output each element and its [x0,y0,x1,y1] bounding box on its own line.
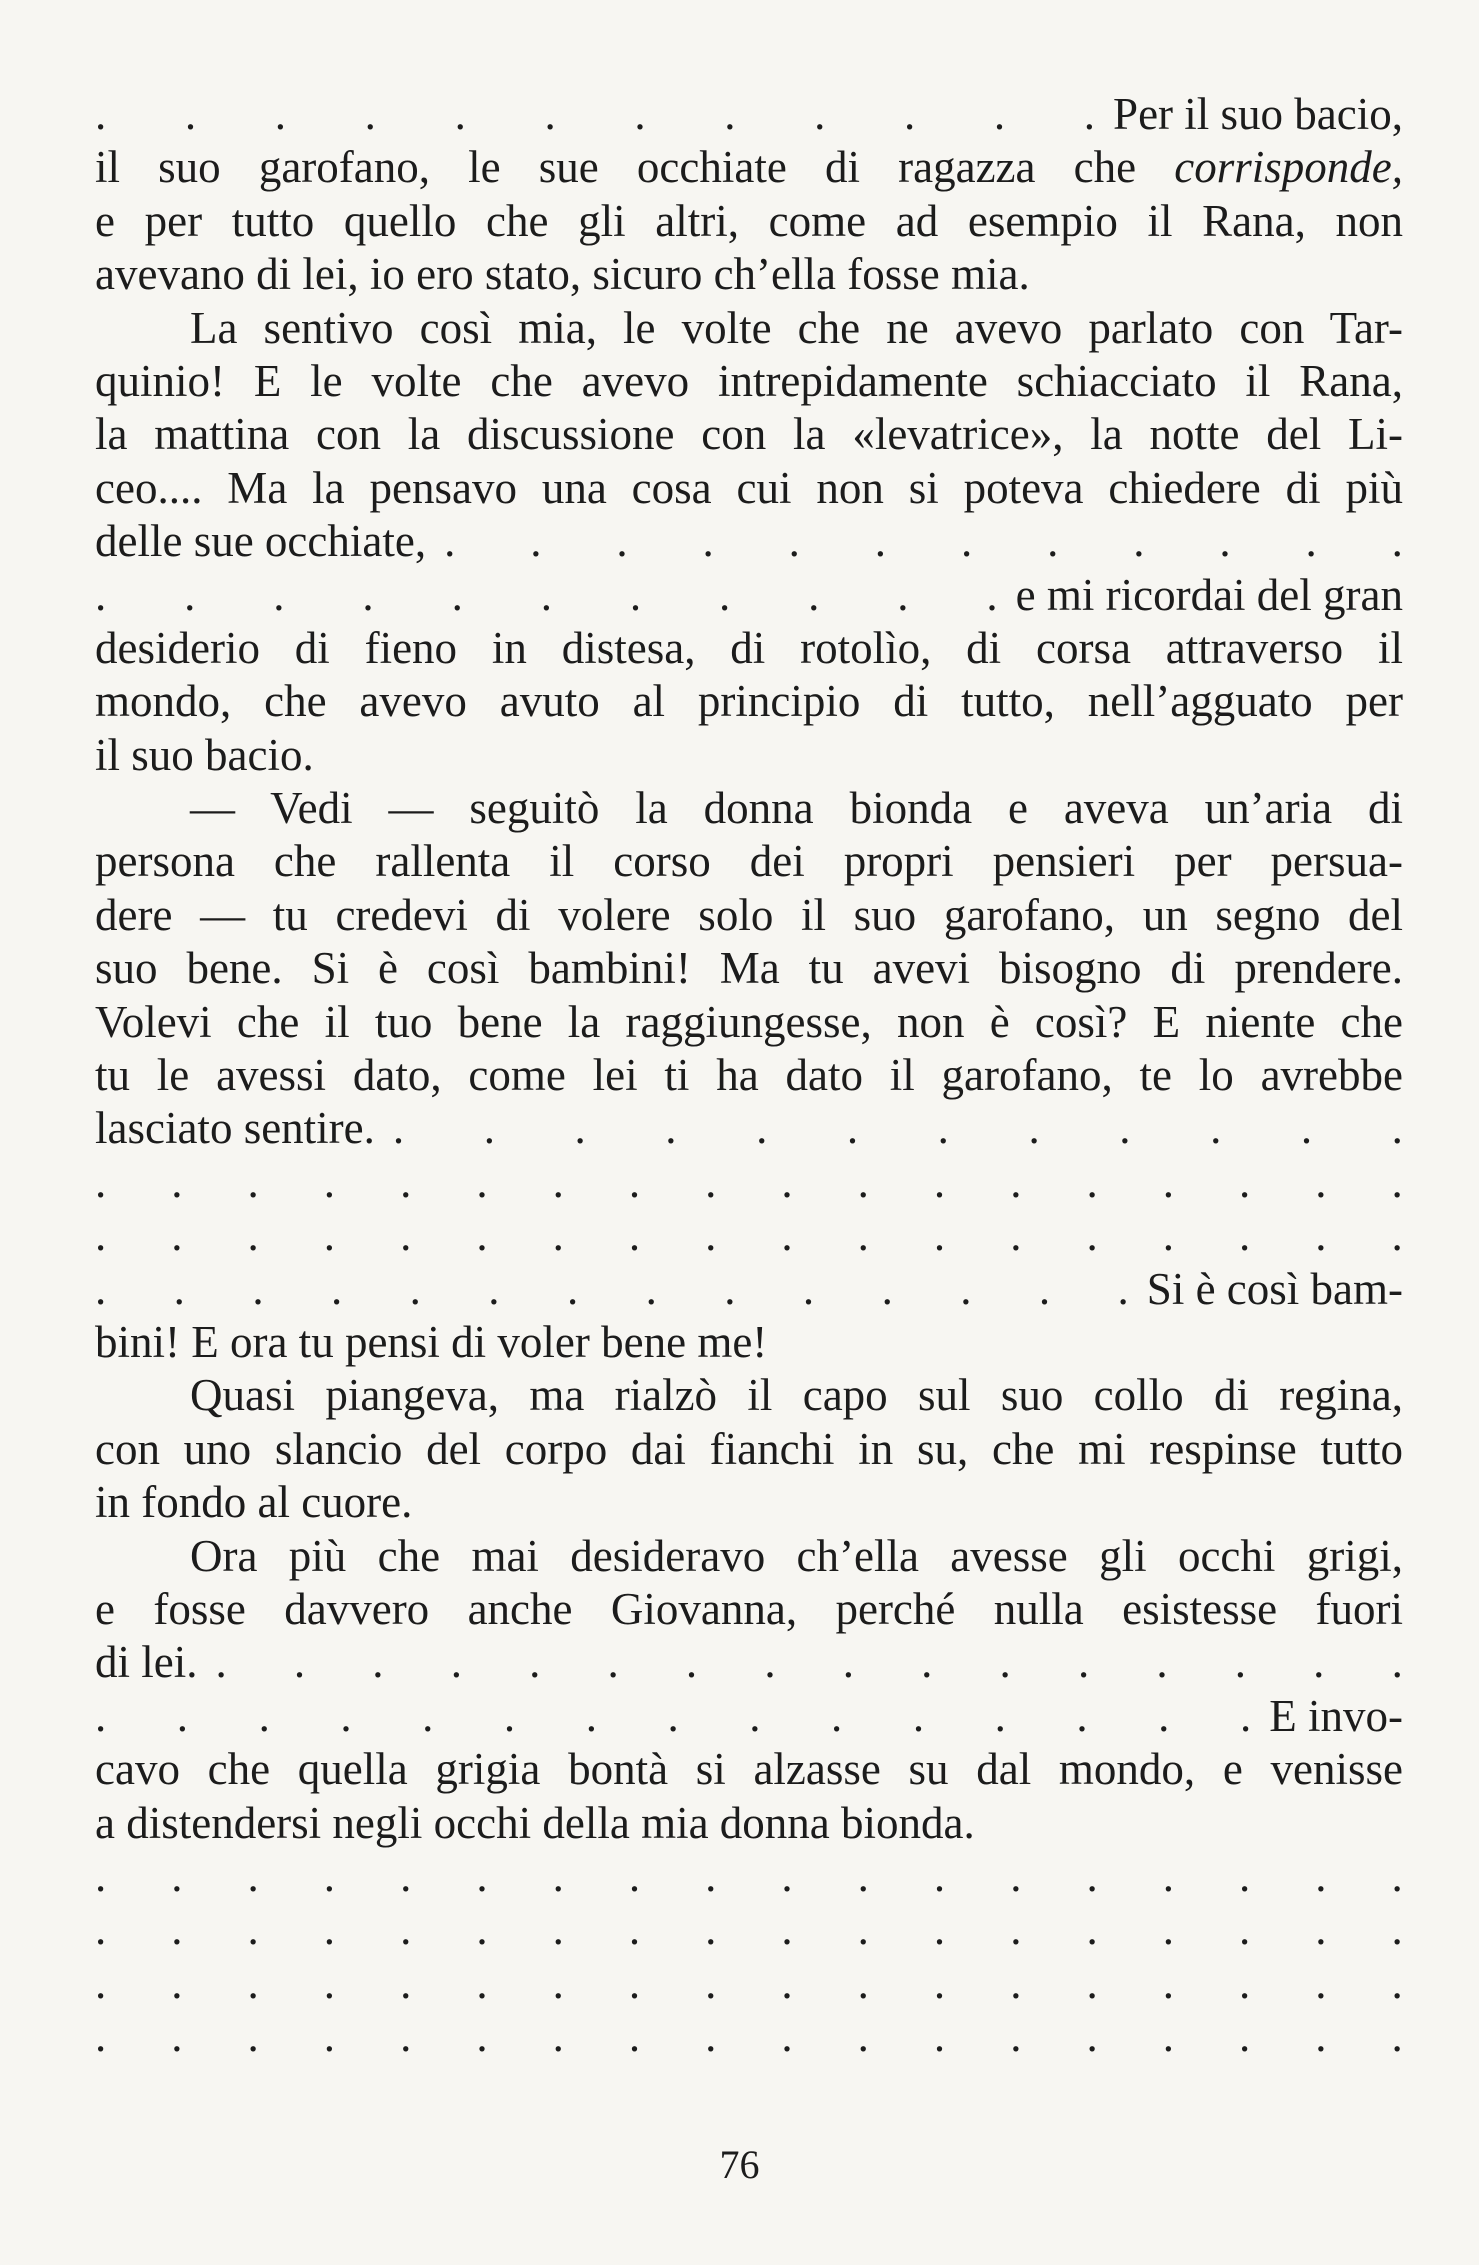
ellipsis-dot: . [1391,1637,1403,1688]
text-line [95,515,1403,568]
dot-leader [95,2010,1403,2063]
ellipsis-dot: . [1076,1690,1088,1741]
ellipsis-dot: . [364,89,376,139]
ellipsis-dot: . [171,1210,183,1261]
dot-line [95,1957,1403,2010]
ellipsis-dot: . [274,89,287,139]
ellipsis-dot: . [874,516,887,567]
dot-line [95,1850,1403,1903]
ellipsis-dot: . [552,1156,564,1207]
ellipsis-dot: . [450,1637,462,1688]
ellipsis-dot: . [503,1690,516,1741]
text-line: Quasi piangeva, ma rialzò il capo sul suo collo di regina, [190,1370,1403,1421]
ellipsis-dot: . [616,516,628,567]
dot-leader [95,1850,1403,1903]
ellipsis-dot: . [781,1957,793,2008]
ellipsis-dot: . [1162,1850,1174,1901]
ellipsis-dot: . [937,1103,949,1154]
ellipsis-dot: . [258,1690,270,1741]
ellipsis-dot: . [400,1210,412,1261]
dot-leader [95,1209,1403,1262]
ellipsis-dot: . [1086,2011,1098,2062]
ellipsis-dot: . [705,1210,717,1261]
ellipsis-dot: . [171,1850,183,1901]
ellipsis-dot: . [912,1690,925,1741]
ellipsis-dot: . [444,516,456,567]
text-line: in fondo al cuore. [95,1477,413,1528]
ellipsis-dot: . [921,1637,933,1688]
ellipsis-dot: . [814,89,826,139]
ellipsis-dot: . [1086,1957,1098,2008]
ellipsis-dot: . [247,2011,259,2062]
text-line: desiderio di fieno in distesa, di rotolìo, di corsa attraverso il [95,622,1403,673]
ellipsis-dot: . [857,1210,869,1261]
ellipsis-dot: . [1313,1637,1325,1688]
ellipsis-dot: . [173,1263,185,1314]
dot-leader [393,1102,1403,1155]
text-line [95,1263,1403,1316]
ellipsis-dot: . [574,1103,586,1154]
text-line: quinio! E le volte che avevo intrepidamente schiacciato il Rana, [95,355,1403,406]
ellipsis-dot: . [933,1850,946,1901]
ellipsis-dot: . [323,2011,336,2062]
ellipsis-dot: . [1238,1904,1251,1955]
line-text: delle sue occhiate, [95,516,427,567]
ellipsis-dot: . [629,569,642,620]
ellipsis-dot: . [808,569,820,620]
line-text: di lei. [95,1637,198,1688]
ellipsis-dot: . [1086,1210,1098,1261]
ellipsis-dot: . [628,2011,641,2062]
ellipsis-dot: . [422,1690,434,1741]
ellipsis-dot: . [95,1904,107,1955]
ellipsis-dot: . [552,1850,564,1901]
ellipsis-dot: . [400,1156,412,1207]
ellipsis-dot: . [986,569,998,620]
ellipsis-dot: . [628,1850,641,1901]
ellipsis-dot: . [881,1263,893,1314]
text-line: mondo, che avevo avuto al principio di tutto, nell’agguato per [95,676,1403,727]
ellipsis-dot: . [1162,2011,1174,2062]
ellipsis-dot: . [960,1263,972,1314]
text-line: la mattina con la discussione con la «levatrice», la notte del Li- [95,409,1403,460]
ellipsis-dot: . [1162,1156,1174,1207]
ellipsis-dot: . [665,1103,677,1154]
ellipsis-dot: . [1083,89,1096,139]
ellipsis-dot: . [933,1904,946,1955]
ellipsis-dot: . [857,2011,869,2062]
ellipsis-dot: . [705,2011,717,2062]
ellipsis-dot: . [933,1156,946,1207]
ellipsis-dot: . [857,1904,869,1955]
ellipsis-dot: . [628,1210,641,1261]
ellipsis-dot: . [993,89,1006,139]
ellipsis-dot: . [846,1103,859,1154]
text-line: Volevi che il tuo bene la raggiungesse, non è così? E niente che [95,996,1403,1047]
ellipsis-dot: . [1238,1957,1251,2008]
ellipsis-dot: . [552,1957,564,2008]
ellipsis-dot: . [323,1904,336,1955]
ellipsis-dot: . [1305,516,1317,567]
ellipsis-dot: . [634,89,646,139]
text-line: il suo bacio. [95,729,314,780]
ellipsis-dot: . [781,1210,793,1261]
ellipsis-dot: . [1162,1904,1174,1955]
ellipsis-dot: . [781,1156,793,1207]
ellipsis-dot: . [95,1690,107,1741]
ellipsis-dot: . [1391,1957,1403,2008]
ellipsis-dot: . [1391,516,1403,567]
text-line: avevano di lei, io ero stato, sicuro ch’ella fosse mia. [95,249,1030,300]
text-line [95,1690,1403,1743]
ellipsis-dot: . [171,1957,183,2008]
ellipsis-dot: . [340,1690,352,1741]
line-text: lasciato sentire. [95,1103,375,1154]
text-line: persona che rallenta il corso dei propri pensieri per persua- [95,836,1403,887]
dot-leader [95,1690,1251,1743]
ellipsis-dot: . [95,569,107,620]
text-line [95,141,1403,194]
ellipsis-dot: . [1010,1957,1022,2008]
line-text: Si è così bam- [1146,1263,1403,1314]
line-text: Per il suo bacio, [1113,89,1403,139]
ellipsis-dot: . [705,1156,717,1207]
ellipsis-dot: . [252,1263,264,1314]
ellipsis-dot: . [1391,2011,1403,2062]
ellipsis-dot: . [552,2011,564,2062]
ellipsis-dot: . [95,89,107,139]
ellipsis-dot: . [1158,1690,1170,1741]
ellipsis-dot: . [1156,1637,1168,1688]
ellipsis-dot: . [1047,516,1059,567]
ellipsis-dot: . [215,1637,227,1688]
ellipsis-dot: . [1162,1957,1174,2008]
ellipsis-dot: . [781,1904,793,1955]
ellipsis-dot: . [400,2011,412,2062]
ellipsis-dot: . [1391,1103,1403,1154]
ellipsis-dot: . [1391,1156,1403,1207]
dot-line [95,2010,1403,2063]
ellipsis-dot: . [454,89,466,139]
ellipsis-dot: . [476,1957,488,2008]
ellipsis-dot: . [904,89,916,139]
text-line [95,1636,1403,1689]
italic-word: corrisponde, [1174,142,1403,193]
ellipsis-dot: . [1010,2011,1022,2062]
ellipsis-dot: . [330,1263,343,1314]
ellipsis-dot: . [476,1156,488,1207]
ellipsis-dot: . [842,1637,854,1688]
ellipsis-dot: . [451,569,463,620]
ellipsis-dot: . [1239,1690,1252,1741]
ellipsis-dot: . [184,89,197,139]
text-line: La sentivo così mia, le volte che ne avevo parlato con Tar- [190,302,1403,353]
ellipsis-dot: . [184,569,196,620]
ellipsis-dot: . [476,1904,488,1955]
ellipsis-dot: . [1010,1156,1022,1207]
ellipsis-dot: . [705,1904,717,1955]
ellipsis-dot: . [171,2011,183,2062]
dot-leader [444,515,1403,568]
ellipsis-dot: . [1315,1904,1327,1955]
ellipsis-dot: . [323,1156,336,1207]
ellipsis-dot: . [933,2011,946,2062]
ellipsis-dot: . [724,89,736,139]
ellipsis-dot: . [540,569,552,620]
ellipsis-dot: . [607,1637,619,1688]
ellipsis-dot: . [705,1850,717,1901]
ellipsis-dot: . [1119,1103,1131,1154]
ellipsis-dot: . [1028,1103,1040,1154]
ellipsis-dot: . [552,1904,564,1955]
ellipsis-dot: . [857,1156,869,1207]
ellipsis-dot: . [1010,1210,1022,1261]
text-line: cavo che quella grigia bontà si alzasse su dal mondo, e venisse [95,1744,1403,1795]
ellipsis-dot: . [1238,1156,1251,1207]
ellipsis-dot: . [718,569,731,620]
ellipsis-dot: . [933,1957,946,2008]
ellipsis-dot: . [628,1904,641,1955]
ellipsis-dot: . [628,1156,641,1207]
ellipsis-dot: . [293,1637,306,1688]
text-line [95,569,1403,622]
text-line: ceo.... Ma la pensavo una cosa cui non si poteva chiedere di più [95,462,1403,513]
ellipsis-dot: . [247,1156,259,1207]
ellipsis-dot: . [1086,1156,1098,1207]
ellipsis-dot: . [476,2011,488,2062]
ellipsis-dot: . [1315,1156,1327,1207]
line-text: E invo- [1269,1690,1403,1741]
ellipsis-dot: . [323,1210,336,1261]
line-text: il suo garofano, le sue occhiate di ragazza che [95,142,1175,193]
ellipsis-dot: . [483,1103,495,1154]
text-line [95,1102,1403,1155]
ellipsis-dot: . [764,1637,776,1688]
dot-leader [95,88,1095,141]
ellipsis-dot: . [323,1957,336,2008]
ellipsis-dot: . [724,1263,736,1314]
text-line: dere — tu credevi di volere solo il suo garofano, un segno del [95,889,1403,940]
ellipsis-dot: . [897,569,909,620]
ellipsis-dot: . [95,2011,107,2062]
ellipsis-dot: . [247,1850,259,1901]
ellipsis-dot: . [95,1210,107,1261]
ellipsis-dot: . [544,89,556,139]
ellipsis-dot: . [1315,1210,1327,1261]
ellipsis-dot: . [994,1690,1006,1741]
ellipsis-dot: . [530,516,542,567]
ellipsis-dot: . [400,1957,412,2008]
ellipsis-dot: . [831,1690,843,1741]
ellipsis-dot: . [1210,1103,1222,1154]
ellipsis-dot: . [1391,1850,1403,1901]
ellipsis-dot: . [476,1850,488,1901]
dot-leader [215,1636,1403,1689]
ellipsis-dot: . [95,1850,107,1901]
ellipsis-dot: . [960,516,973,567]
ellipsis-dot: . [933,1210,946,1261]
ellipsis-dot: . [1391,1904,1403,1955]
dot-leader [95,1263,1129,1316]
ellipsis-dot: . [171,1904,183,1955]
ellipsis-dot: . [1162,1210,1174,1261]
ellipsis-dot: . [247,1210,259,1261]
ellipsis-dot: . [1077,1637,1090,1688]
ellipsis-dot: . [1315,1957,1327,2008]
ellipsis-dot: . [857,1850,869,1901]
ellipsis-dot: . [781,1850,793,1901]
ellipsis-dot: . [1219,516,1231,567]
ellipsis-dot: . [488,1263,500,1314]
ellipsis-dot: . [476,1210,488,1261]
ellipsis-dot: . [705,1957,717,2008]
ellipsis-dot: . [372,1637,384,1688]
ellipsis-dot: . [1300,1103,1313,1154]
text-line: tu le avessi dato, come lei ti ha dato il garofano, te lo avrebbe [95,1050,1403,1101]
ellipsis-dot: . [176,1690,189,1741]
ellipsis-dot: . [1010,1904,1022,1955]
dot-line [95,1156,1403,1209]
text-line: a distendersi negli occhi della mia donna bionda. [95,1797,975,1848]
dot-line [95,1209,1403,1262]
dot-leader [95,569,998,622]
text-line: e per tutto quello che gli altri, come ad esempio il Rana, non [95,195,1403,246]
page-text [95,88,1403,2063]
text-line: — Vedi — seguitò la donna bionda e aveva un’aria di [190,783,1403,834]
ellipsis-dot: . [400,1850,412,1901]
text-line: Ora più che mai desideravo ch’ella avesse gli occhi grigi, [190,1530,1403,1581]
ellipsis-dot: . [628,1957,641,2008]
ellipsis-dot: . [1086,1904,1098,1955]
line-text: e mi ricordai del gran [1015,569,1403,620]
ellipsis-dot: . [409,1263,421,1314]
ellipsis-dot: . [585,1690,597,1741]
ellipsis-dot: . [1391,1210,1403,1261]
page-number: 76 [719,2142,760,2187]
ellipsis-dot: . [1086,1850,1098,1901]
ellipsis-dot: . [756,1103,768,1154]
dot-leader [95,1903,1403,1956]
ellipsis-dot: . [273,569,285,620]
ellipsis-dot: . [1010,1850,1022,1901]
ellipsis-dot: . [247,1957,259,2008]
ellipsis-dot: . [529,1637,541,1688]
ellipsis-dot: . [1038,1263,1051,1314]
ellipsis-dot: . [1238,2011,1251,2062]
ellipsis-dot: . [857,1957,869,2008]
dot-line [95,1903,1403,1956]
text-line: e fosse davvero anche Giovanna, perché nulla esistesse fuori [95,1583,1403,1634]
dot-leader [95,1957,1403,2010]
ellipsis-dot: . [1315,1850,1327,1901]
ellipsis-dot: . [667,1690,679,1741]
ellipsis-dot: . [645,1263,657,1314]
ellipsis-dot: . [999,1637,1011,1688]
ellipsis-dot: . [171,1156,183,1207]
ellipsis-dot: . [95,1957,107,2008]
ellipsis-dot: . [1117,1263,1129,1314]
ellipsis-dot: . [702,516,714,567]
ellipsis-dot: . [685,1637,698,1688]
ellipsis-dot: . [552,1210,564,1261]
text-line: bini! E ora tu pensi di voler bene me! [95,1316,768,1367]
text-line: con uno slancio del corpo dai fianchi in su, che mi respinse tutto [95,1423,1403,1474]
ellipsis-dot: . [749,1690,761,1741]
ellipsis-dot: . [95,1263,107,1314]
ellipsis-dot: . [392,1103,405,1154]
ellipsis-dot: . [400,1904,412,1955]
ellipsis-dot: . [781,2011,793,2062]
ellipsis-dot: . [1133,516,1145,567]
ellipsis-dot: . [95,1156,107,1207]
ellipsis-dot: . [1234,1637,1247,1688]
ellipsis-dot: . [323,1850,336,1901]
ellipsis-dot: . [1238,1850,1251,1901]
text-line [95,88,1403,141]
ellipsis-dot: . [247,1904,259,1955]
ellipsis-dot: . [1315,2011,1327,2062]
text-line: suo bene. Si è così bambini! Ma tu avevi bisogno di prendere. [95,943,1403,994]
ellipsis-dot: . [1238,1210,1251,1261]
dot-leader [95,1156,1403,1209]
ellipsis-dot: . [802,1263,815,1314]
ellipsis-dot: . [362,569,374,620]
ellipsis-dot: . [788,516,800,567]
ellipsis-dot: . [566,1263,579,1314]
